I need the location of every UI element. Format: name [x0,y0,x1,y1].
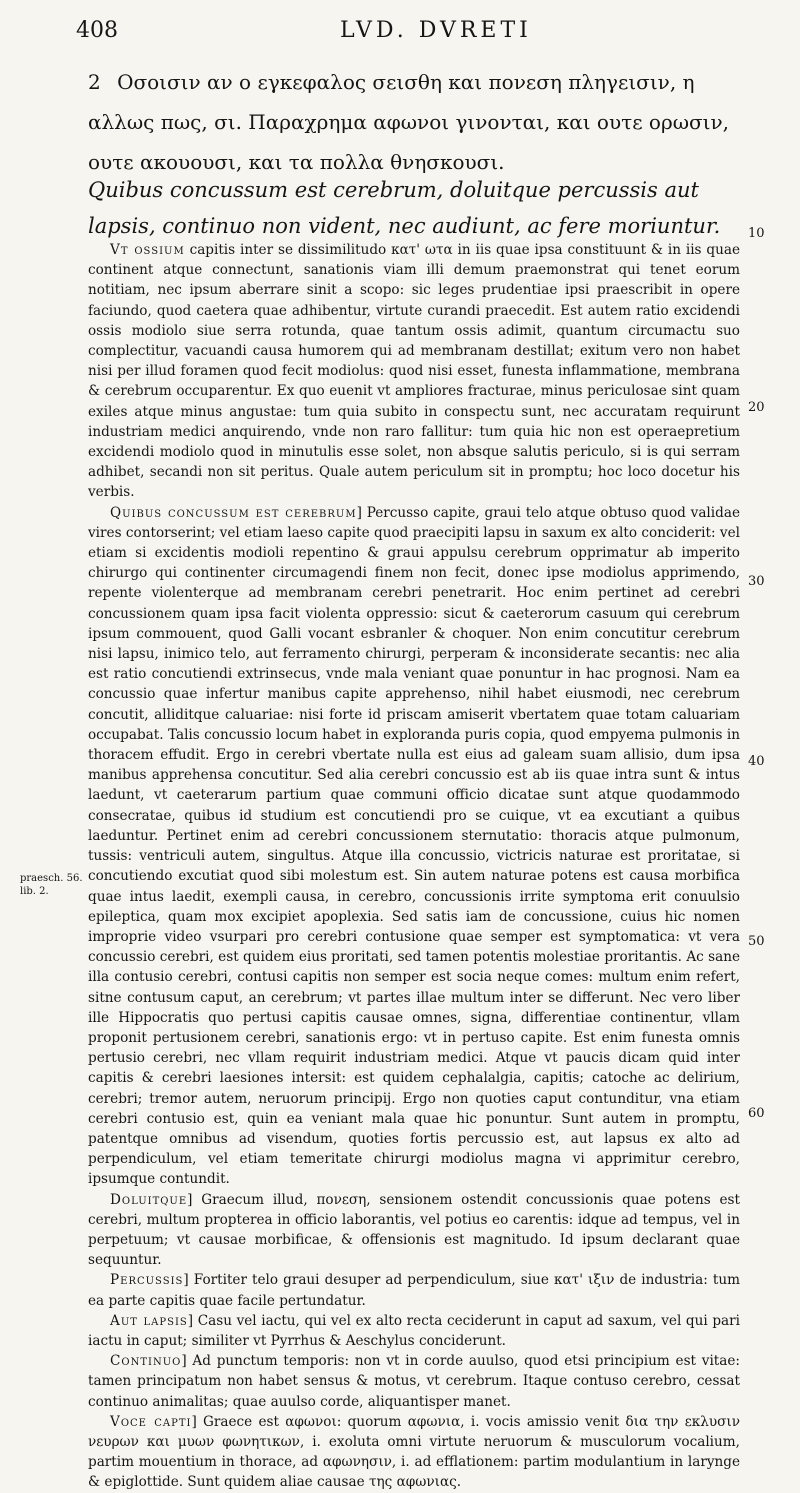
paragraph-text: capitis inter se dissimilitudo κατ' ωτα in iis quae ipsa constituunt & in iis quae continent atque connectunt, sanationis viam illi demum praemonstrat qui tenet eorum notitiam, nec ipsum aberrare sinit a scopo: sic leges prudentiae ipsi praescribit in opere faciundo, quod caetera quae adhibentur, virtute curandi praecedit. Est autem ratio excidendi ossis modiolo siue serra rotunda, quae tantum ossis adimit, quantum circumactu suo complectitur, vacuandi causa humorem qui ad membranam destillat; exitum vero non habet nisi per illud foramen quod fecit modiolus: quod nisi esset, funesta inflammatione, membrana & cerebrum occuparentur. Ex quo euenit vt ampliores fracturae, minus periculosae sint quam exiles atque minus angustae: tum quia subito in conspectu sunt, nec accuratam requirunt industriam medici anquirendo, vnde non raro fallitur: tum quia hic non est operaepretium excidendi modiolo quod in minutulis esse solet, non absque salutis periculo, si is qui serram adhibet, secandi non sit peritus. Quale autem periculum sit in promptu; hoc loco docetur his verbis. [88,242,740,501]
lemma: Vt ossium [110,242,185,258]
lemma: Continuo [110,1353,182,1370]
lemma: Quibus concussum est cerebrum [110,504,357,521]
paragraph-text: ] Percusso capite, graui telo atque obtuso quod validae vires contorserint; vel etiam laeso capite quod praecipiti lapsu in saxum ex alto conciderit: vel etiam si excidentis modioli repentino & graui appulsu cerebrum opprimatur ab imperito chirurgo qui continenter circumagendi finem non fecit, donec ipse modiolus apprimendo, repente violenterque ad membranam cerebri penetrarit. Hoc enim pertinet ad cerebri concussionem quam ipsa facit violenta oppressio: sicut & caeterorum casuum qui cerebrum ipsum commouent, quod Galli vocant esbranler & choquer. Non enim concutitur cerebrum nisi lapsu, inimico telo, aut ferramento chirurgi, perperam & inconsiderate secantis: nec alia est ratio concutiendi extrinsecus, vnde mala veniant quae ponuntur in hac prognosi. Nam ea concussio quae infertur manibus capite apprehenso, nihil habet eiusmodi, nec cerebrum concutit, alliditque caluariae: nisi forte id priscam amiserit vbertatem quae totam caluariam occupabat. Talis concussio locum habet in exploranda puris copia, quod empyema pulmonis in thoracem effudit. Ergo in cerebri vbertate nulla est eius ad galeam suam allisio, dum ipsa manibus apprehensa concutitur. Sed alia cerebri concussio est ab iis quae intra sunt & intus laedunt, vt caeterarum partium quae communi officio dicatae sunt atque quodammodo consecratae, quibus id studium est concutiendi pro se cuique, vt ea excutiant a quibus laeduntur. Pertinet enim ad cerebri concussionem sternutatio: thoracis atque pulmonum, tussis: ventriculi autem, singultus. Atque illa concussio, victricis naturae est proritatae, si concutiendo excutiat quod sibi molestum est. Sin autem naturae potens est causa morbifica quae intus laedit, exempli causa, in cerebro, concussionis irrite symptoma erit conuulsio epileptica, quam mox excipiet apoplexia. Sed satis iam de concussione, cuius hic nomen improprie video vsurpari pro cerebri contusione quae semper est symptomatica: vt vera concussio cerebri, est quidem eius proritati, sed tamen potentis molestiae proritantis. Ac sane illa contusio cerebri, contusi capitis non semper est socia neque comes: multum enim refert, sitne contusum caput, an cerebrum; vt partes illae multum inter se differunt. Nec vero liber ille Hippocratis quo pertusi capitis causae omnes, signa, differentiae continentur, vllam proponit pertusionem cerebri, sanationis ergo: vt in pertuso capite. Est enim funesta omnis pertusio cerebri, nec vllam requirit industriam medici. Atque vt paucis dicam quid inter capitis & cerebri laesiones intersit: est quidem cephalalgia, capitis; catoche ac delirium, cerebri; tremor autem, neruorum principij. Ergo non quoties caput contunditur, vna etiam cerebri contusio est, quin ea veniant mala quae hic ponuntur. Sunt autem in promptu, patentque omnibus ad visendum, quoties fortis percussio est, aut lapsus ex alto ad perpendiculum, vel etiam temeritate chirurgi modiolus magna vi apprimitur cerebro, ipsumque contundit. [88,504,740,1188]
paragraph-text: ] Graecum illud, πονεση, sensionem ostendit concussionis quae potens est cerebri, multum propterea in officio laborantis, vel potius eo carentis: idque ad tempus, vel in perpetuum; vt causae morbificae, & offensionis est magnitudo. Id ipsum declarant quae sequuntur. [88,1191,740,1269]
commentary-paragraph [88,1412,740,1493]
page-number: 408 [76,18,118,43]
line-number: 10 [748,226,765,241]
margin-note-line: lib. 2. [20,886,49,897]
running-title: LVD. DVRETI [340,18,532,43]
line-number: 50 [748,934,765,949]
greek-aphorism [88,62,740,182]
aphorism-number: 2 [88,70,101,94]
margin-note-line: praesch. 56. [20,873,83,884]
paragraph-text: ] Fortiter telo graui desuper ad perpendiculum, siue κατ' ιξιν de industria: tum ea parte capitis quae facile pertundatur. [88,1272,740,1309]
lemma: Percussis [110,1272,184,1289]
greek-aphorism-text: Οσοισιν αν ο εγκεφαλος σεισθη και πονεση πληγεισιν, η αλλως πως, σι. Παραχρημα αφωνοι γινονται, και ουτε ορωσιν, ουτε ακουουσι, και τα πολλα θνησκουσι. [88,70,730,174]
lemma: Voce capti [110,1413,192,1430]
line-number: 40 [748,754,765,769]
commentary-paragraph [88,503,740,1190]
paragraph-text: ] Casu vel iactu, qui vel ex alto recta ceciderunt in caput ad saxum, vel qui pari iactu in caput; similiter vt Pyrrhus & Aeschylus conciderunt. [88,1312,740,1349]
line-number: 20 [748,400,765,415]
commentary-paragraph [88,1351,740,1412]
commentary [88,240,740,1493]
paragraph-text: ] Graece est αφωνοι: quorum αφωνια, i. vocis amissio venit δια την εκλυσιν νευρων και μυων φωνητικων, i. exoluta omni virtute neruorum & musculorum vocalium, partim mouentium in thorace, ad αφωνησιν, i. ad efflationem: partim modulantium in larynge & epiglottide. Sunt quidem aliae causae της αφωνιας. [88,1413,740,1491]
margin-note [20,872,83,898]
line-number: 30 [748,574,765,589]
latin-aphorism: Quibus concussum est cerebrum, doluitque percussis aut lapsis, continuo non vident, nec audiunt, ac fere moriuntur. [88,178,721,238]
commentary-paragraph [88,1270,740,1310]
commentary-paragraph [88,1190,740,1271]
lemma: Aut lapsis [110,1312,188,1329]
commentary-paragraph [88,240,740,503]
line-number: 60 [748,1106,765,1121]
lemma: Doluitque [110,1191,188,1208]
paragraph-text: ] Ad punctum temporis: non vt in corde auulso, quod etsi principium est vitae: tamen principatum non habet sensus & motus, vt cerebrum. Itaque contuso cerebro, cessat continuo animalitas; quae auulso corde, aliquantisper manet. [88,1353,740,1410]
commentary-paragraph [88,1311,740,1351]
